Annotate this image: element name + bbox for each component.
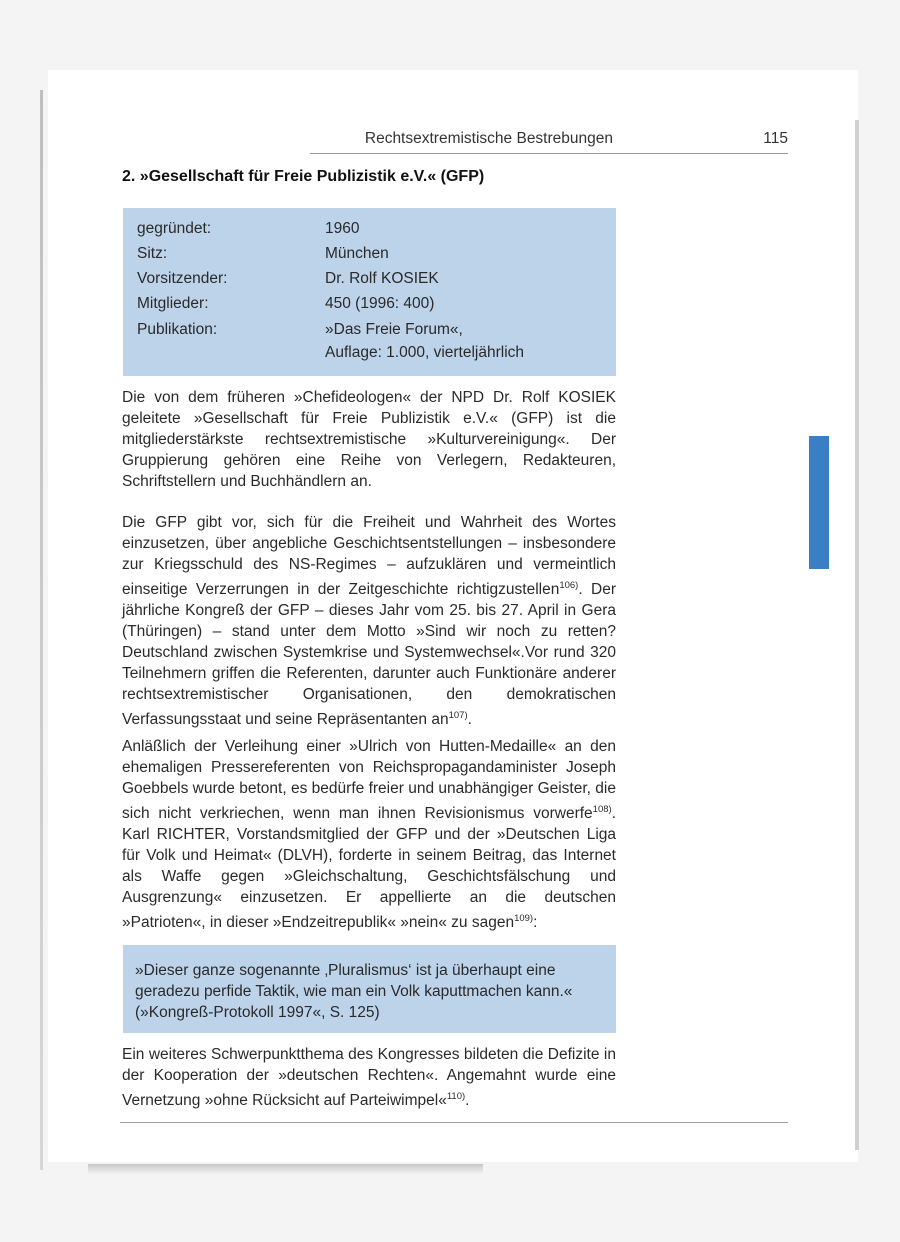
info-value: 450 (1996: 400) bbox=[325, 295, 435, 312]
info-label: gegründet: bbox=[137, 220, 212, 237]
paragraph-text: : bbox=[533, 914, 538, 931]
page-number: 115 bbox=[763, 130, 788, 147]
paragraph-intro: Die von dem früheren »Chefideologen« der NPD Dr. Rolf KOSIEK geleitete »Gesellschaft für Freie Publizistik e.V.« (GFP) ist die mitgliederstärkste rechtsextremistische »Kulturvereinigung«. Der Gruppierung gehören eine Reihe von Verlegern, Redakteuren, Schriftstellern und Buchhändlern an. bbox=[122, 389, 616, 490]
info-label: Publikation: bbox=[137, 321, 218, 338]
info-box bbox=[123, 208, 616, 376]
paragraph-text: . bbox=[467, 711, 472, 728]
paragraph-networking bbox=[122, 1044, 616, 1111]
scan-shadow-right bbox=[855, 120, 859, 1150]
paragraph-medal bbox=[122, 736, 616, 933]
chapter-edge-marker bbox=[809, 436, 829, 569]
info-value: Dr. Rolf KOSIEK bbox=[325, 270, 439, 287]
footnote-ref: 107) bbox=[448, 710, 468, 721]
info-value: »Das Freie Forum«, bbox=[325, 321, 463, 338]
scan-shadow-bottom bbox=[88, 1164, 483, 1174]
paragraph-gfp-claims bbox=[122, 512, 616, 730]
footnote-ref: 110) bbox=[446, 1091, 466, 1102]
quote-text: »Dieser ganze sogenannte ‚Pluralismus‘ ist ja überhaupt eine geradezu perfide Taktik, wie man ein Volk kaputtmachen kann.« (»Kongreß-Protokoll 1997«, S. 125) bbox=[135, 962, 573, 1021]
footnote-ref: 109) bbox=[514, 913, 534, 924]
paragraph-text: Ein weiteres Schwerpunktthema des Kongresses bildeten die Defizite in der Kooperation der »deutschen Rechten«. Angemahnt wurde eine Vernetzung »ohne Rücksicht auf Parteiwimpel« bbox=[122, 1046, 616, 1109]
footnote-ref: 106) bbox=[559, 580, 579, 591]
paragraph-text: Die GFP gibt vor, sich für die Freiheit und Wahrheit des Wortes einzusetzen, über angebliche Geschichtsentstellungen – insbesondere zur Kriegsschuld des NS-Regimes – aufzuklären und vermeintlich einseitige Verzerrungen in der Zeitgeschichte richtigzustellen bbox=[122, 514, 616, 598]
section-heading: 2. »Gesellschaft für Freie Publizistik e.V.« (GFP) bbox=[122, 168, 485, 185]
scan-shadow-left bbox=[40, 90, 43, 1170]
info-value: München bbox=[325, 245, 389, 262]
paragraph-text: . Der jährliche Kongreß der GFP – dieses Jahr vom 25. bis 27. April in Gera (Thüringen) – stand unter dem Motto »Sind wir noch zu retten? Deutschland zwischen Systemkrise und Systemwechsel«.Vor rund 320 Teilnehmern griffen die Referenten, darunter auch Funktionäre anderer rechtsextremistischer Organisationen, den demokratischen Verfassungsstaat und seine Repräsentanten an bbox=[122, 581, 616, 728]
footer-rule bbox=[120, 1122, 788, 1123]
info-label: Mitglieder: bbox=[137, 295, 209, 312]
quote-box bbox=[123, 945, 616, 1033]
running-head bbox=[120, 130, 788, 154]
paragraph-text: . bbox=[465, 1092, 470, 1109]
header-rule bbox=[310, 153, 788, 154]
paragraph-text: Anläßlich der Verleihung einer »Ulrich von Hutten-Medaille« an den ehemaligen Pressereferenten von Reichspropagandaminister Joseph Goebbels wurde betont, es bedürfe freier und unabhängiger Geister, die sich nicht verkriechen, wenn man ihnen Revisionismus vorwerfe bbox=[122, 738, 616, 822]
info-value: Auflage: 1.000, vierteljährlich bbox=[325, 344, 525, 361]
info-label: Vorsitzender: bbox=[137, 270, 228, 287]
paragraph-text: . Karl RICHTER, Vorstandsmitglied der GFP und der »Deutschen Liga für Volk und Heimat« (DLVH), forderte in seinem Beitrag, das Internet als Waffe gegen »Gleichschaltung, Geschichtsfälschung und Ausgrenzung« einzusetzen. Er appellierte an die deutschen »Patrioten«, in dieser »Endzeitrepublik« »nein« zu sagen bbox=[122, 805, 616, 931]
info-value: 1960 bbox=[325, 220, 360, 237]
info-label: Sitz: bbox=[137, 245, 168, 262]
running-head-title: Rechtsextremistische Bestrebungen bbox=[364, 130, 613, 147]
footnote-ref: 108) bbox=[592, 804, 612, 815]
